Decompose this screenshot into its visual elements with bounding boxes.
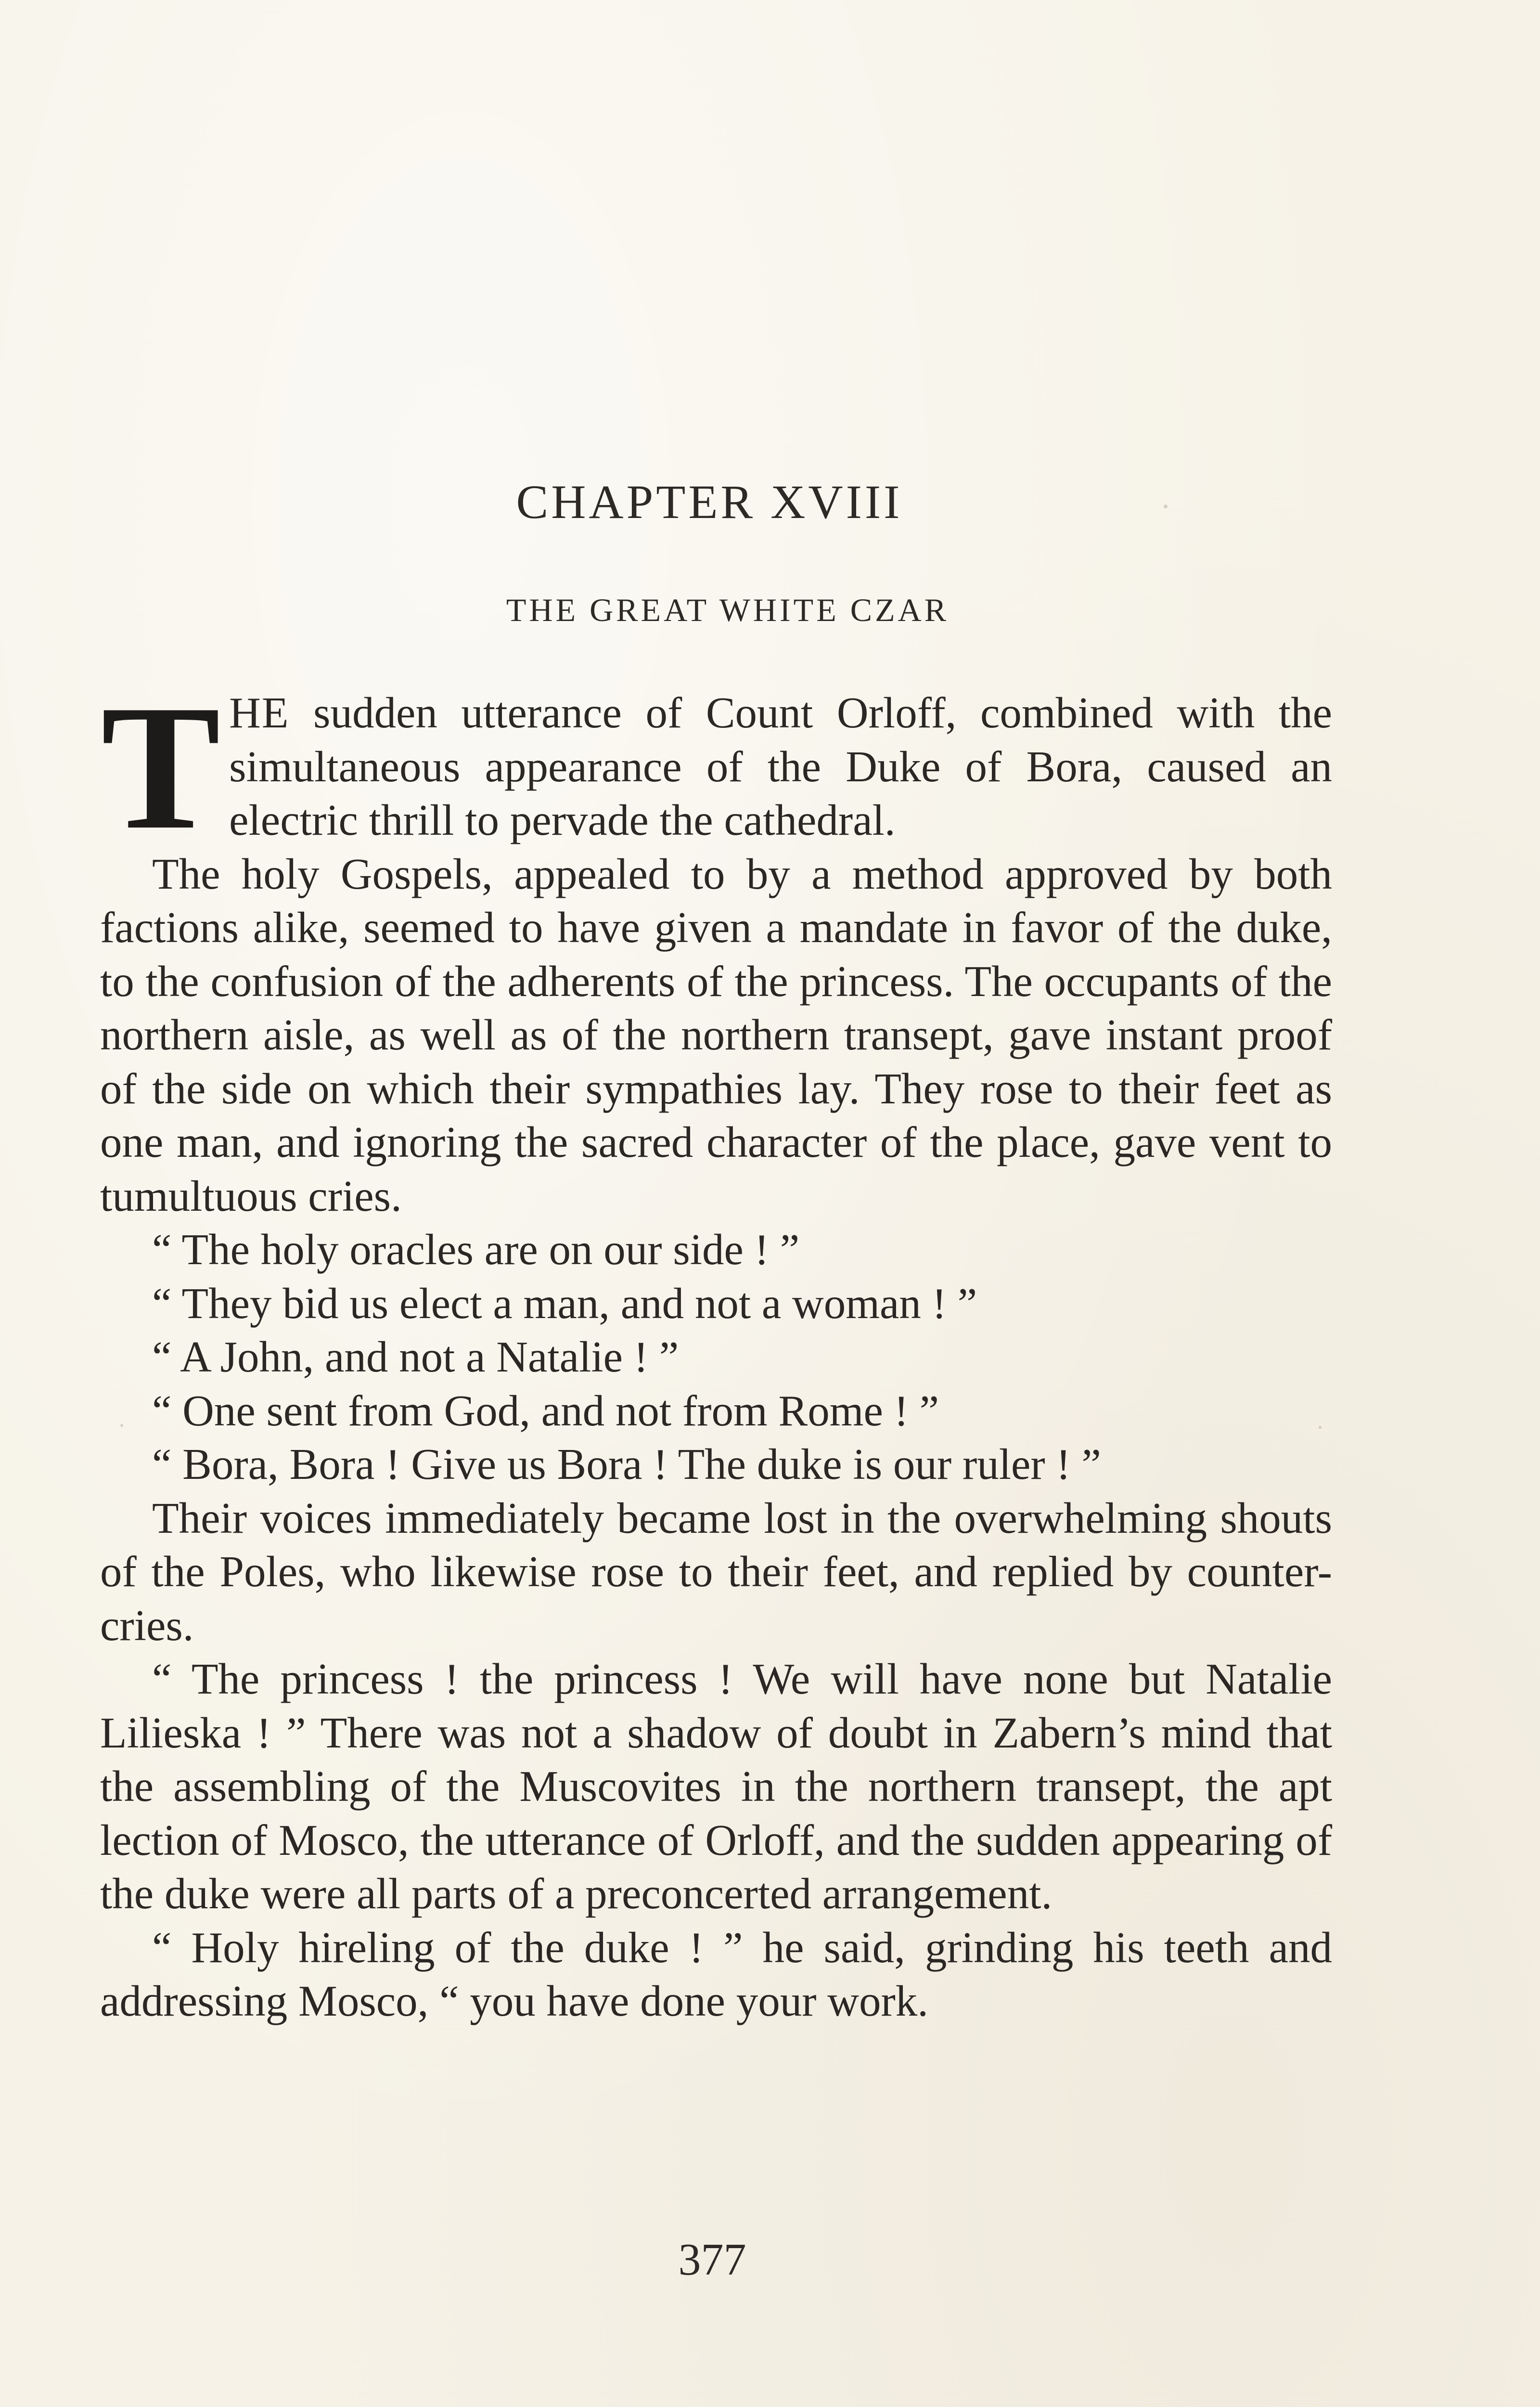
quote-line: “ One sent from God, and not from Rome ! ” [152, 1386, 939, 1435]
drop-cap: T [101, 669, 221, 867]
chapter-heading: CHAPTER XVIII [516, 475, 903, 529]
paragraph-text: sudden utterance of Count Orloff, combined with the simultaneous appearance of the Duke of Bora, caused an electric thrill to pervade the cathedral. [229, 688, 1332, 844]
paragraph: “ The princess ! the princess ! We will have none but Natalie Lilieska ! ” There was not a shadow of doubt in Zabern’s mind that the assembling of the Muscovites in the northern transept, the apt lection of Mosco, the utterance of Orloff, and the sudden appearing of the duke were all parts of a preconcerted arrangement. [100, 1655, 1332, 1918]
chapter-subtitle: THE GREAT WHITE CZAR [506, 592, 950, 628]
quote-line: “ The holy oracles are on our side ! ” [152, 1225, 800, 1274]
paragraph: The holy Gospels, appealed to by a method approved by both factions alike, seemed to have given a mandate in favor of the duke, to the confusion of the adherents of the princess. The occupants of the northern aisle, as well as of the northern transept, gave instant proof of the side on which their sympathies lay. They rose to their feet as one man, and ignoring the sacred character of the place, gave vent to tumultuous cries. [100, 849, 1332, 1220]
page-number: 377 [678, 2235, 746, 2285]
quote-line: “ Bora, Bora ! Give us Bora ! The duke is our ruler ! ” [152, 1440, 1101, 1488]
quote-line: “ A John, and not a Natalie ! ” [152, 1333, 679, 1381]
chapter-body [100, 669, 1332, 2028]
opening-paragraph [100, 669, 1332, 867]
opening-word-rest: HE [229, 688, 290, 737]
paragraph: Their voices immediately became lost in the overwhelming shouts of the Poles, who likewise rose to their feet, and replied by counter-cries. [100, 1493, 1332, 1650]
quote-line: “ They bid us elect a man, and not a woman ! ” [152, 1279, 977, 1328]
paragraph: “ Holy hireling of the duke ! ” he said, grinding his teeth and addressing Mosco, “ you have done your work. [100, 1923, 1332, 2025]
